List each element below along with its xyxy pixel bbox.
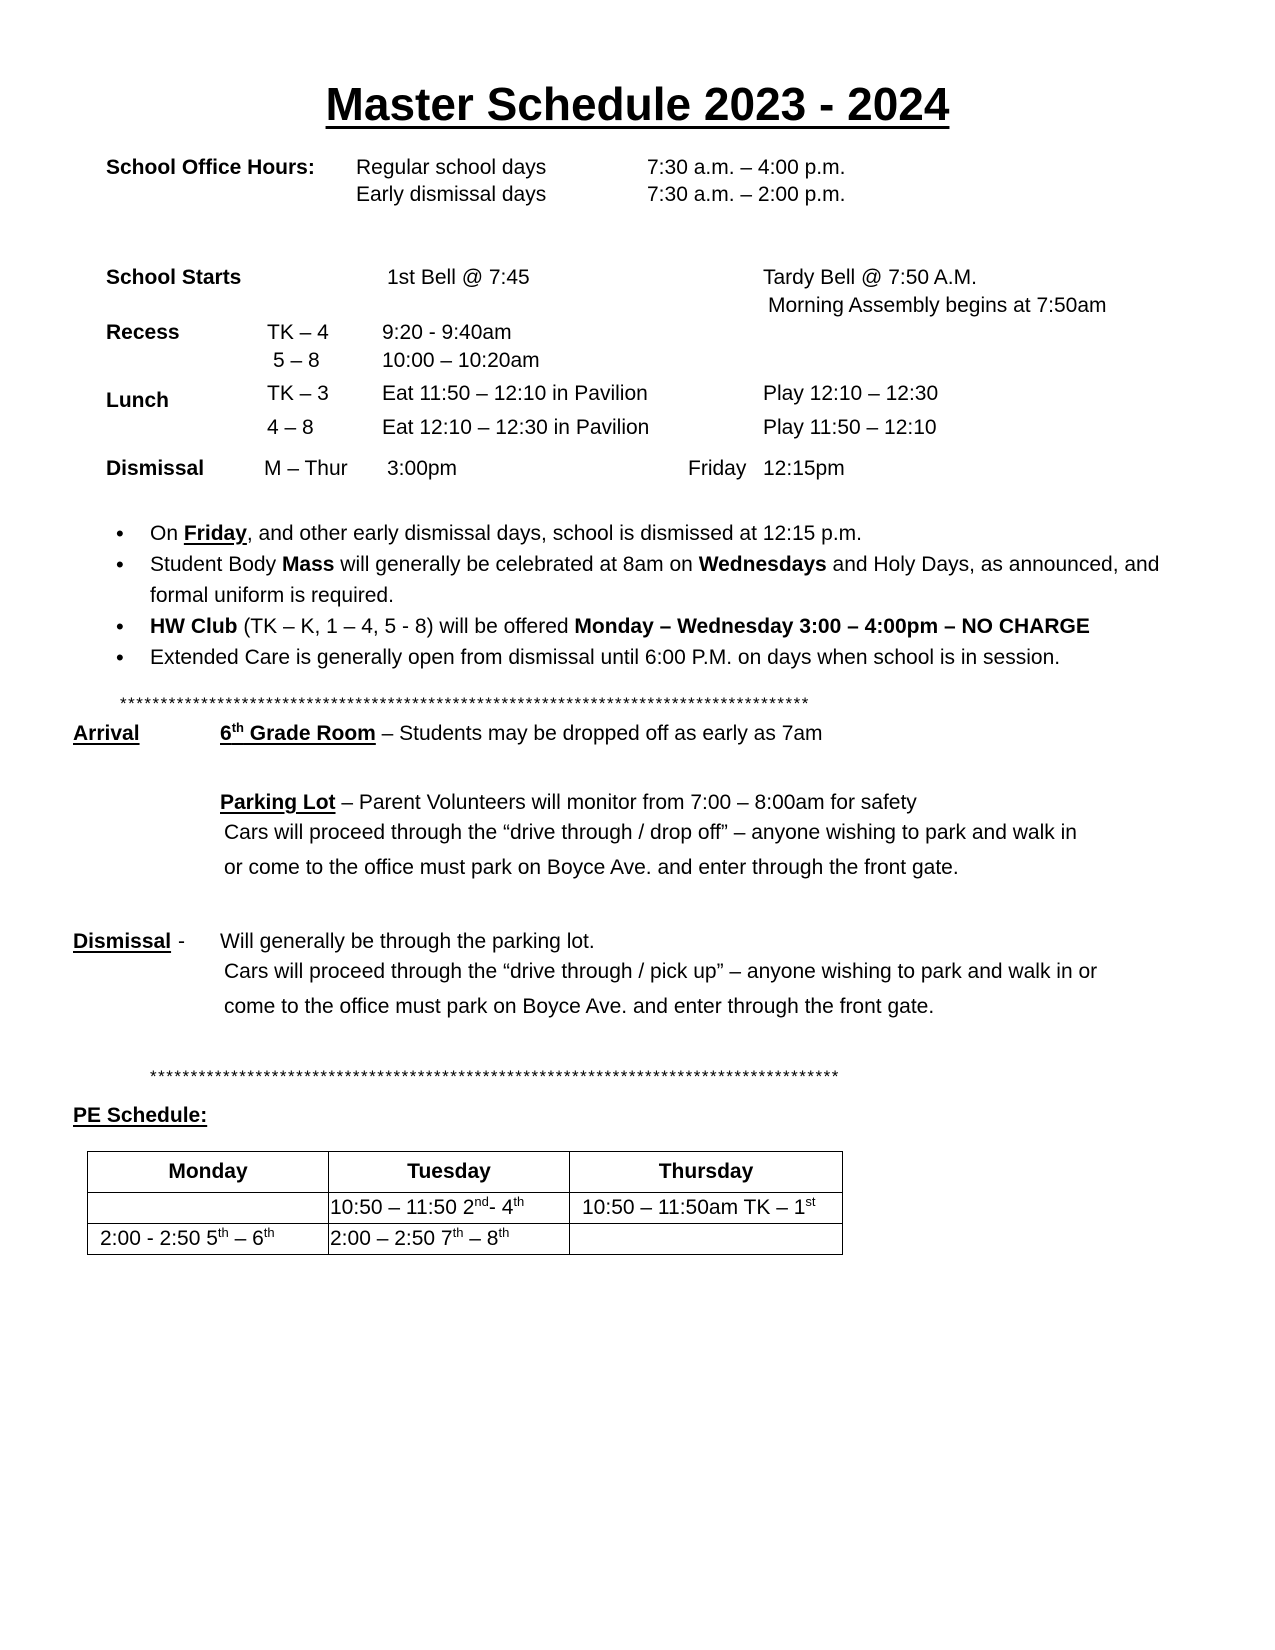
- list-item: • HW Club (TK – K, 1 – 4, 5 - 8) will be offered Monday – Wednesday 3:00 – 4:00pm – NO CHARGE: [113, 611, 1173, 642]
- dismissal-times-label: Dismissal: [106, 457, 205, 480]
- lunch-label: Lunch: [106, 389, 169, 412]
- table-cell: 10:50 – 11:50 2nd- 4th: [329, 1193, 570, 1224]
- dismissal-label: Dismissal: [73, 930, 172, 953]
- notes-list: [113, 518, 1173, 673]
- column-header-monday: Monday: [88, 1152, 329, 1193]
- lunch-play: Play 12:10 – 12:30: [763, 382, 939, 405]
- recess-label: Recess: [106, 321, 180, 344]
- parking-lot-line: Parking Lot – Parent Volunteers will monitor from 7:00 – 8:00am for safety: [220, 791, 917, 814]
- dismissal-line: Cars will proceed through the “drive through / pick up” – anyone wishing to park and walk in or: [224, 960, 1098, 983]
- dismissal-line: Will generally be through the parking lot.: [220, 930, 595, 953]
- pe-schedule-table: [87, 1151, 843, 1255]
- lunch-grades: TK – 3: [267, 382, 329, 405]
- school-starts-label: School Starts: [106, 266, 242, 289]
- recess-time: 9:20 - 9:40am: [382, 321, 512, 344]
- table-cell: [88, 1193, 329, 1224]
- morning-assembly: Morning Assembly begins at 7:50am: [768, 294, 1107, 317]
- lunch-eat: Eat 12:10 – 12:30 in Pavilion: [382, 416, 650, 439]
- office-hours-type: Regular school days: [356, 156, 547, 179]
- column-header-thursday: Thursday: [570, 1152, 843, 1193]
- separator: *************************************************************************************: [120, 694, 810, 713]
- office-hours-time: 7:30 a.m. – 4:00 p.m.: [647, 156, 846, 179]
- table-cell: 10:50 – 11:50am TK – 1st: [570, 1193, 843, 1224]
- tardy-bell: Tardy Bell @ 7:50 A.M.: [763, 266, 977, 289]
- grade-room-line: 6th Grade Room – Students may be dropped off as early as 7am: [220, 720, 823, 745]
- dismissal-dash: -: [178, 930, 185, 953]
- arrival-label: Arrival: [73, 722, 140, 745]
- dismissal-line: come to the office must park on Boyce Ave. and enter through the front gate.: [224, 995, 935, 1018]
- list-item: • Student Body Mass will generally be celebrated at 8am on Wednesdays and Holy Days, as announced, and formal uniform is required.: [113, 549, 1173, 611]
- recess-grades: TK – 4: [267, 321, 329, 344]
- friday-label: Friday: [688, 457, 747, 480]
- lunch-play: Play 11:50 – 12:10: [763, 416, 937, 439]
- table-cell: [570, 1224, 843, 1255]
- table-cell: 2:00 - 2:50 5th – 6th: [88, 1224, 329, 1255]
- friday-time: 12:15pm: [763, 457, 845, 480]
- first-bell: 1st Bell @ 7:45: [387, 266, 530, 289]
- table-cell: 2:00 – 2:50 7th – 8th: [329, 1224, 570, 1255]
- list-item: • Extended Care is generally open from dismissal until 6:00 P.M. on days when school is in session.: [113, 642, 1173, 673]
- list-item: • On Friday, and other early dismissal days, school is dismissed at 12:15 p.m.: [113, 518, 1173, 549]
- lunch-grades: 4 – 8: [267, 416, 314, 439]
- dismissal-days: M – Thur: [264, 457, 348, 480]
- lunch-eat: Eat 11:50 – 12:10 in Pavilion: [382, 382, 648, 405]
- table-row: [88, 1224, 843, 1255]
- pe-schedule-label: PE Schedule:: [73, 1104, 208, 1127]
- office-hours-time: 7:30 a.m. – 2:00 p.m.: [647, 183, 846, 206]
- page-title: Master Schedule 2023 - 2024: [325, 78, 950, 130]
- recess-grades: 5 – 8: [273, 349, 320, 372]
- arrival-line: Cars will proceed through the “drive through / drop off” – anyone wishing to park and walk in: [224, 821, 1077, 844]
- separator: *************************************************************************************: [150, 1067, 840, 1086]
- table-header-row: [88, 1152, 843, 1193]
- recess-time: 10:00 – 10:20am: [382, 349, 540, 372]
- table-row: [88, 1193, 843, 1224]
- office-hours-label: School Office Hours:: [106, 156, 315, 179]
- arrival-line: or come to the office must park on Boyce Ave. and enter through the front gate.: [224, 856, 959, 879]
- dismissal-time: 3:00pm: [387, 457, 458, 480]
- office-hours-type: Early dismissal days: [356, 183, 547, 206]
- column-header-tuesday: Tuesday: [329, 1152, 570, 1193]
